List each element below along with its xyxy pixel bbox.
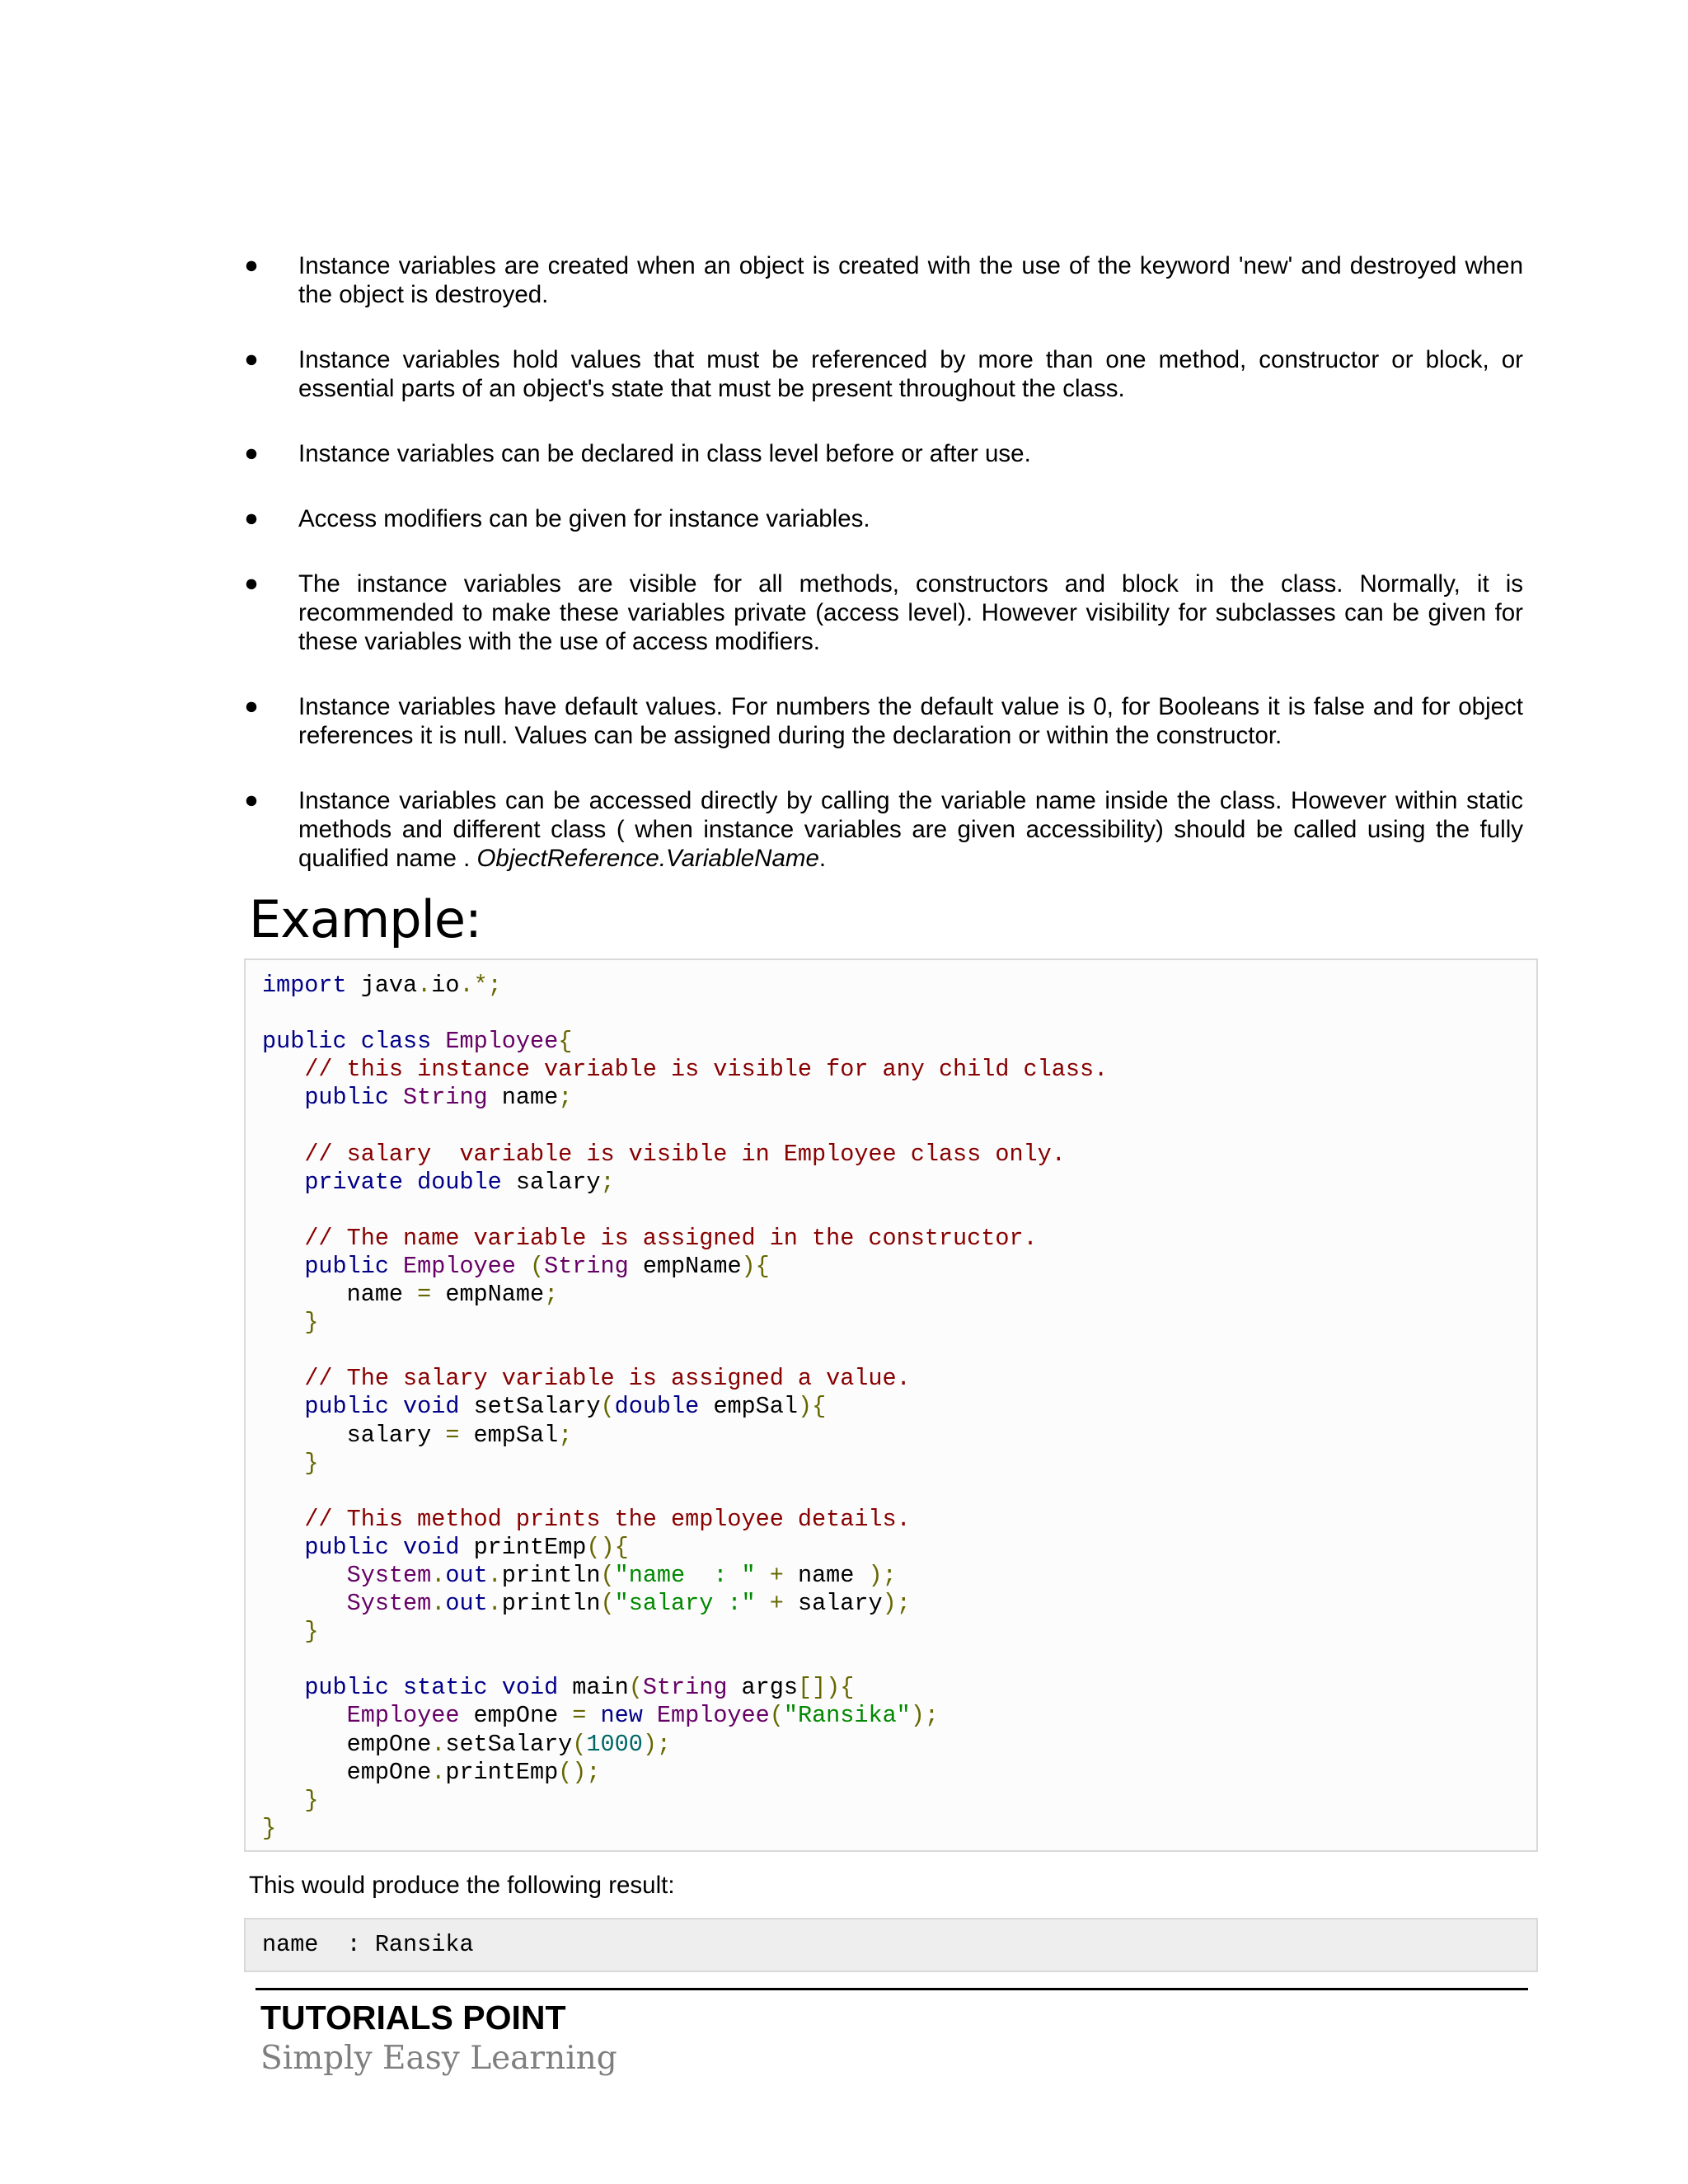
code-token: public bbox=[304, 1533, 389, 1561]
code-line bbox=[262, 1731, 671, 1758]
code-token bbox=[262, 1506, 304, 1533]
code-line bbox=[262, 972, 502, 999]
footer-tagline: Simply Easy Learning bbox=[260, 2040, 617, 2077]
code-line bbox=[262, 1787, 318, 1814]
code-token bbox=[262, 1225, 304, 1252]
code-token: empOne bbox=[459, 1702, 573, 1730]
code-token bbox=[262, 1618, 304, 1645]
code-token: []){ bbox=[797, 1674, 855, 1702]
code-token: = bbox=[417, 1281, 432, 1309]
code-line bbox=[262, 1365, 911, 1392]
code-line bbox=[262, 1253, 770, 1280]
bullet-item bbox=[244, 504, 1523, 533]
code-token: + bbox=[769, 1561, 784, 1589]
output-text: name : Ransika bbox=[262, 1931, 474, 1958]
code-token: salary bbox=[501, 1168, 601, 1196]
code-token: String bbox=[403, 1084, 488, 1112]
code-line bbox=[262, 1422, 572, 1449]
code-token: printEmp bbox=[445, 1758, 559, 1786]
code-token bbox=[262, 1393, 304, 1420]
code-token: empName bbox=[431, 1281, 545, 1309]
code-token: (){ bbox=[586, 1533, 629, 1561]
code-token: // The name variable is assigned in the constructor. bbox=[304, 1224, 1038, 1252]
code-token: setSalary bbox=[459, 1393, 601, 1421]
code-token: empOne bbox=[262, 1730, 432, 1758]
code-line bbox=[262, 1309, 318, 1336]
code-token: . bbox=[431, 1758, 446, 1786]
code-token: String bbox=[642, 1674, 728, 1702]
bullet-item bbox=[244, 786, 1523, 873]
result-label: This would produce the following result: bbox=[249, 1872, 675, 1899]
code-token: . bbox=[417, 972, 432, 999]
bullet-text: Instance variables hold values that must be referenced by more than one method, constructor or block, or essential parts of an object's state that must be present throughout the class. bbox=[298, 346, 1523, 402]
code-line bbox=[262, 1056, 1108, 1083]
code-token: salary bbox=[783, 1590, 883, 1618]
footer-brand: TUTORIALS POINT bbox=[260, 1999, 566, 2036]
code-token: . bbox=[431, 1590, 446, 1618]
code-token: } bbox=[304, 1309, 319, 1337]
bullet-end-text: . bbox=[818, 845, 827, 872]
code-token: empSal bbox=[699, 1393, 798, 1421]
bullet-italic-text: ObjectReference.VariableName bbox=[476, 845, 819, 872]
code-token: ( bbox=[600, 1590, 615, 1618]
code-token: "Ransika" bbox=[783, 1702, 911, 1730]
bullet-text: The instance variables are visible for all methods, constructors and block in the class. Normally, it is recommended to make these variables private (access level). However visibility for subclasses can be given for these variables with the use of access modifiers. bbox=[298, 570, 1523, 655]
code-token: Employee bbox=[403, 1252, 516, 1280]
code-token: empName bbox=[628, 1252, 742, 1280]
code-token: } bbox=[304, 1449, 319, 1477]
code-token: new bbox=[600, 1702, 643, 1730]
code-line bbox=[262, 1393, 826, 1420]
code-block bbox=[244, 958, 1538, 1852]
code-token bbox=[389, 1534, 403, 1561]
output-block bbox=[244, 1918, 1538, 1972]
code-line bbox=[262, 1674, 854, 1701]
code-token: io bbox=[431, 972, 460, 999]
bullet-icon: ● bbox=[244, 505, 259, 532]
code-token: void bbox=[501, 1674, 559, 1702]
code-token: // salary variable is visible in Employee class only. bbox=[304, 1140, 1066, 1168]
code-token bbox=[488, 1674, 502, 1701]
code-token: main bbox=[558, 1674, 629, 1702]
code-token: println bbox=[501, 1590, 601, 1618]
code-token: empSal bbox=[459, 1421, 559, 1449]
code-token: import bbox=[262, 972, 347, 999]
code-token: Employee bbox=[445, 1028, 559, 1056]
code-token bbox=[262, 1056, 304, 1083]
code-token: ){ bbox=[797, 1393, 827, 1421]
code-token: ( bbox=[628, 1674, 643, 1702]
code-token: java bbox=[346, 972, 418, 999]
code-token bbox=[262, 1674, 304, 1701]
bullet-icon: ● bbox=[244, 252, 259, 279]
code-token: ; bbox=[558, 1421, 573, 1449]
code-token bbox=[262, 1253, 304, 1280]
code-line bbox=[262, 1084, 572, 1111]
code-line bbox=[262, 1281, 558, 1308]
code-token: salary bbox=[262, 1421, 446, 1449]
code-token: = bbox=[445, 1421, 460, 1449]
code-token: . bbox=[431, 1561, 446, 1589]
code-token: ); bbox=[882, 1590, 911, 1618]
code-line bbox=[262, 1506, 911, 1533]
code-token: ){ bbox=[741, 1252, 770, 1280]
code-token: public bbox=[262, 1028, 347, 1056]
code-token: (); bbox=[558, 1758, 601, 1786]
code-token: name bbox=[783, 1561, 869, 1589]
bullet-icon: ● bbox=[244, 787, 259, 813]
code-line bbox=[262, 1590, 911, 1617]
bullet-text: Access modifiers can be given for instance variables. bbox=[298, 505, 870, 532]
code-token bbox=[756, 1562, 770, 1589]
code-token: public bbox=[304, 1084, 389, 1112]
code-token: void bbox=[403, 1533, 460, 1561]
code-line bbox=[262, 1702, 939, 1729]
code-token: static bbox=[403, 1674, 488, 1702]
bullet-text: Instance variables can be declared in class level before or after use. bbox=[298, 440, 1031, 467]
code-token bbox=[262, 1084, 304, 1111]
code-line bbox=[262, 1169, 615, 1196]
code-token bbox=[431, 1028, 445, 1055]
code-token bbox=[262, 1169, 304, 1196]
code-token: "salary :" bbox=[614, 1590, 756, 1618]
code-token: .*; bbox=[459, 972, 502, 999]
bullet-list bbox=[244, 251, 1523, 873]
bullet-item bbox=[244, 251, 1523, 309]
code-token: out bbox=[445, 1590, 488, 1618]
code-token: } bbox=[262, 1814, 277, 1842]
bullet-item bbox=[244, 692, 1523, 750]
code-token: "name : " bbox=[614, 1561, 756, 1589]
code-token bbox=[262, 1562, 347, 1589]
code-token bbox=[756, 1590, 770, 1617]
bullet-icon: ● bbox=[244, 570, 259, 597]
code-line bbox=[262, 1815, 276, 1842]
code-token: public bbox=[304, 1674, 389, 1702]
code-token bbox=[389, 1253, 403, 1280]
code-text bbox=[262, 972, 1108, 1843]
bullet-item bbox=[244, 345, 1523, 403]
code-token: public bbox=[304, 1393, 389, 1421]
code-token: ( bbox=[600, 1393, 615, 1421]
code-token: empOne bbox=[262, 1758, 432, 1786]
code-line bbox=[262, 1618, 318, 1645]
code-token bbox=[262, 1365, 304, 1392]
code-token: ; bbox=[600, 1168, 615, 1196]
code-token: Employee bbox=[656, 1702, 770, 1730]
code-line bbox=[262, 1534, 629, 1561]
code-token: public bbox=[304, 1252, 389, 1280]
code-token: printEmp bbox=[459, 1533, 587, 1561]
code-token: out bbox=[445, 1561, 488, 1589]
code-token: } bbox=[304, 1618, 319, 1646]
code-token bbox=[262, 1141, 304, 1168]
bullet-text: Instance variables can be accessed directly by calling the variable name inside the class. However within static methods and different class ( when instance variables are given accessibility) should be called using the fully qualified name . bbox=[298, 787, 1523, 872]
code-token: private bbox=[304, 1168, 404, 1196]
code-token: Employee bbox=[346, 1702, 460, 1730]
code-token bbox=[389, 1674, 403, 1701]
code-token: ); bbox=[868, 1561, 897, 1589]
code-token: String bbox=[544, 1252, 629, 1280]
code-token: ); bbox=[642, 1730, 672, 1758]
code-token: System bbox=[346, 1590, 432, 1618]
code-token: class bbox=[360, 1028, 432, 1056]
code-line bbox=[262, 1028, 572, 1055]
code-token bbox=[262, 1590, 347, 1617]
code-token: ( bbox=[529, 1252, 545, 1280]
code-token: double bbox=[417, 1168, 502, 1196]
code-token: // This method prints the employee details. bbox=[304, 1505, 911, 1533]
code-token bbox=[262, 1702, 347, 1729]
code-token: . bbox=[487, 1590, 502, 1618]
code-token bbox=[516, 1253, 530, 1280]
code-token bbox=[389, 1393, 403, 1420]
code-token: ( bbox=[769, 1702, 784, 1730]
code-token: . bbox=[487, 1561, 502, 1589]
code-token bbox=[262, 1787, 304, 1814]
bullet-icon: ● bbox=[244, 346, 259, 373]
code-token bbox=[643, 1702, 657, 1729]
code-token: println bbox=[501, 1561, 601, 1589]
code-token: System bbox=[346, 1561, 432, 1589]
code-token: ( bbox=[600, 1561, 615, 1589]
code-token: . bbox=[431, 1730, 446, 1758]
code-token: ; bbox=[544, 1281, 559, 1309]
code-line bbox=[262, 1141, 1066, 1168]
code-token: double bbox=[614, 1393, 700, 1421]
footer-divider bbox=[256, 1988, 1528, 1990]
code-token bbox=[389, 1084, 403, 1111]
code-token: void bbox=[403, 1393, 460, 1421]
code-token: name bbox=[487, 1084, 559, 1112]
code-token bbox=[262, 1450, 304, 1477]
code-token: ; bbox=[558, 1084, 573, 1112]
bullet-item bbox=[244, 569, 1523, 656]
code-token: ); bbox=[910, 1702, 940, 1730]
bullet-icon: ● bbox=[244, 693, 259, 719]
code-token: // this instance variable is visible for any child class. bbox=[304, 1056, 1109, 1084]
code-token: } bbox=[304, 1786, 319, 1814]
code-token: = bbox=[572, 1702, 587, 1730]
code-token: args bbox=[727, 1674, 798, 1702]
code-token: + bbox=[769, 1590, 784, 1618]
bullet-item bbox=[244, 439, 1523, 468]
code-token bbox=[347, 1028, 361, 1055]
code-line bbox=[262, 1759, 600, 1786]
code-line bbox=[262, 1562, 897, 1589]
code-token: name bbox=[262, 1281, 418, 1309]
bullet-icon: ● bbox=[244, 440, 259, 466]
bullet-text: Instance variables are created when an object is created with the use of the keyword 'new' and destroyed when the object is destroyed. bbox=[298, 252, 1523, 308]
code-token bbox=[262, 1309, 304, 1336]
code-token bbox=[586, 1702, 600, 1729]
section-heading: Example: bbox=[249, 889, 481, 949]
code-token bbox=[403, 1169, 417, 1196]
code-line bbox=[262, 1225, 1038, 1252]
code-token bbox=[262, 1534, 304, 1561]
code-line bbox=[262, 1450, 318, 1477]
code-token: 1000 bbox=[586, 1730, 643, 1758]
code-token: setSalary bbox=[445, 1730, 573, 1758]
bullet-text: Instance variables have default values. For numbers the default value is 0, for Booleans it is false and for object references it is null. Values can be assigned during the declaration or within the constructor. bbox=[298, 693, 1523, 749]
code-token: ( bbox=[572, 1730, 587, 1758]
code-token: { bbox=[558, 1028, 573, 1056]
code-token: // The salary variable is assigned a value. bbox=[304, 1365, 911, 1393]
